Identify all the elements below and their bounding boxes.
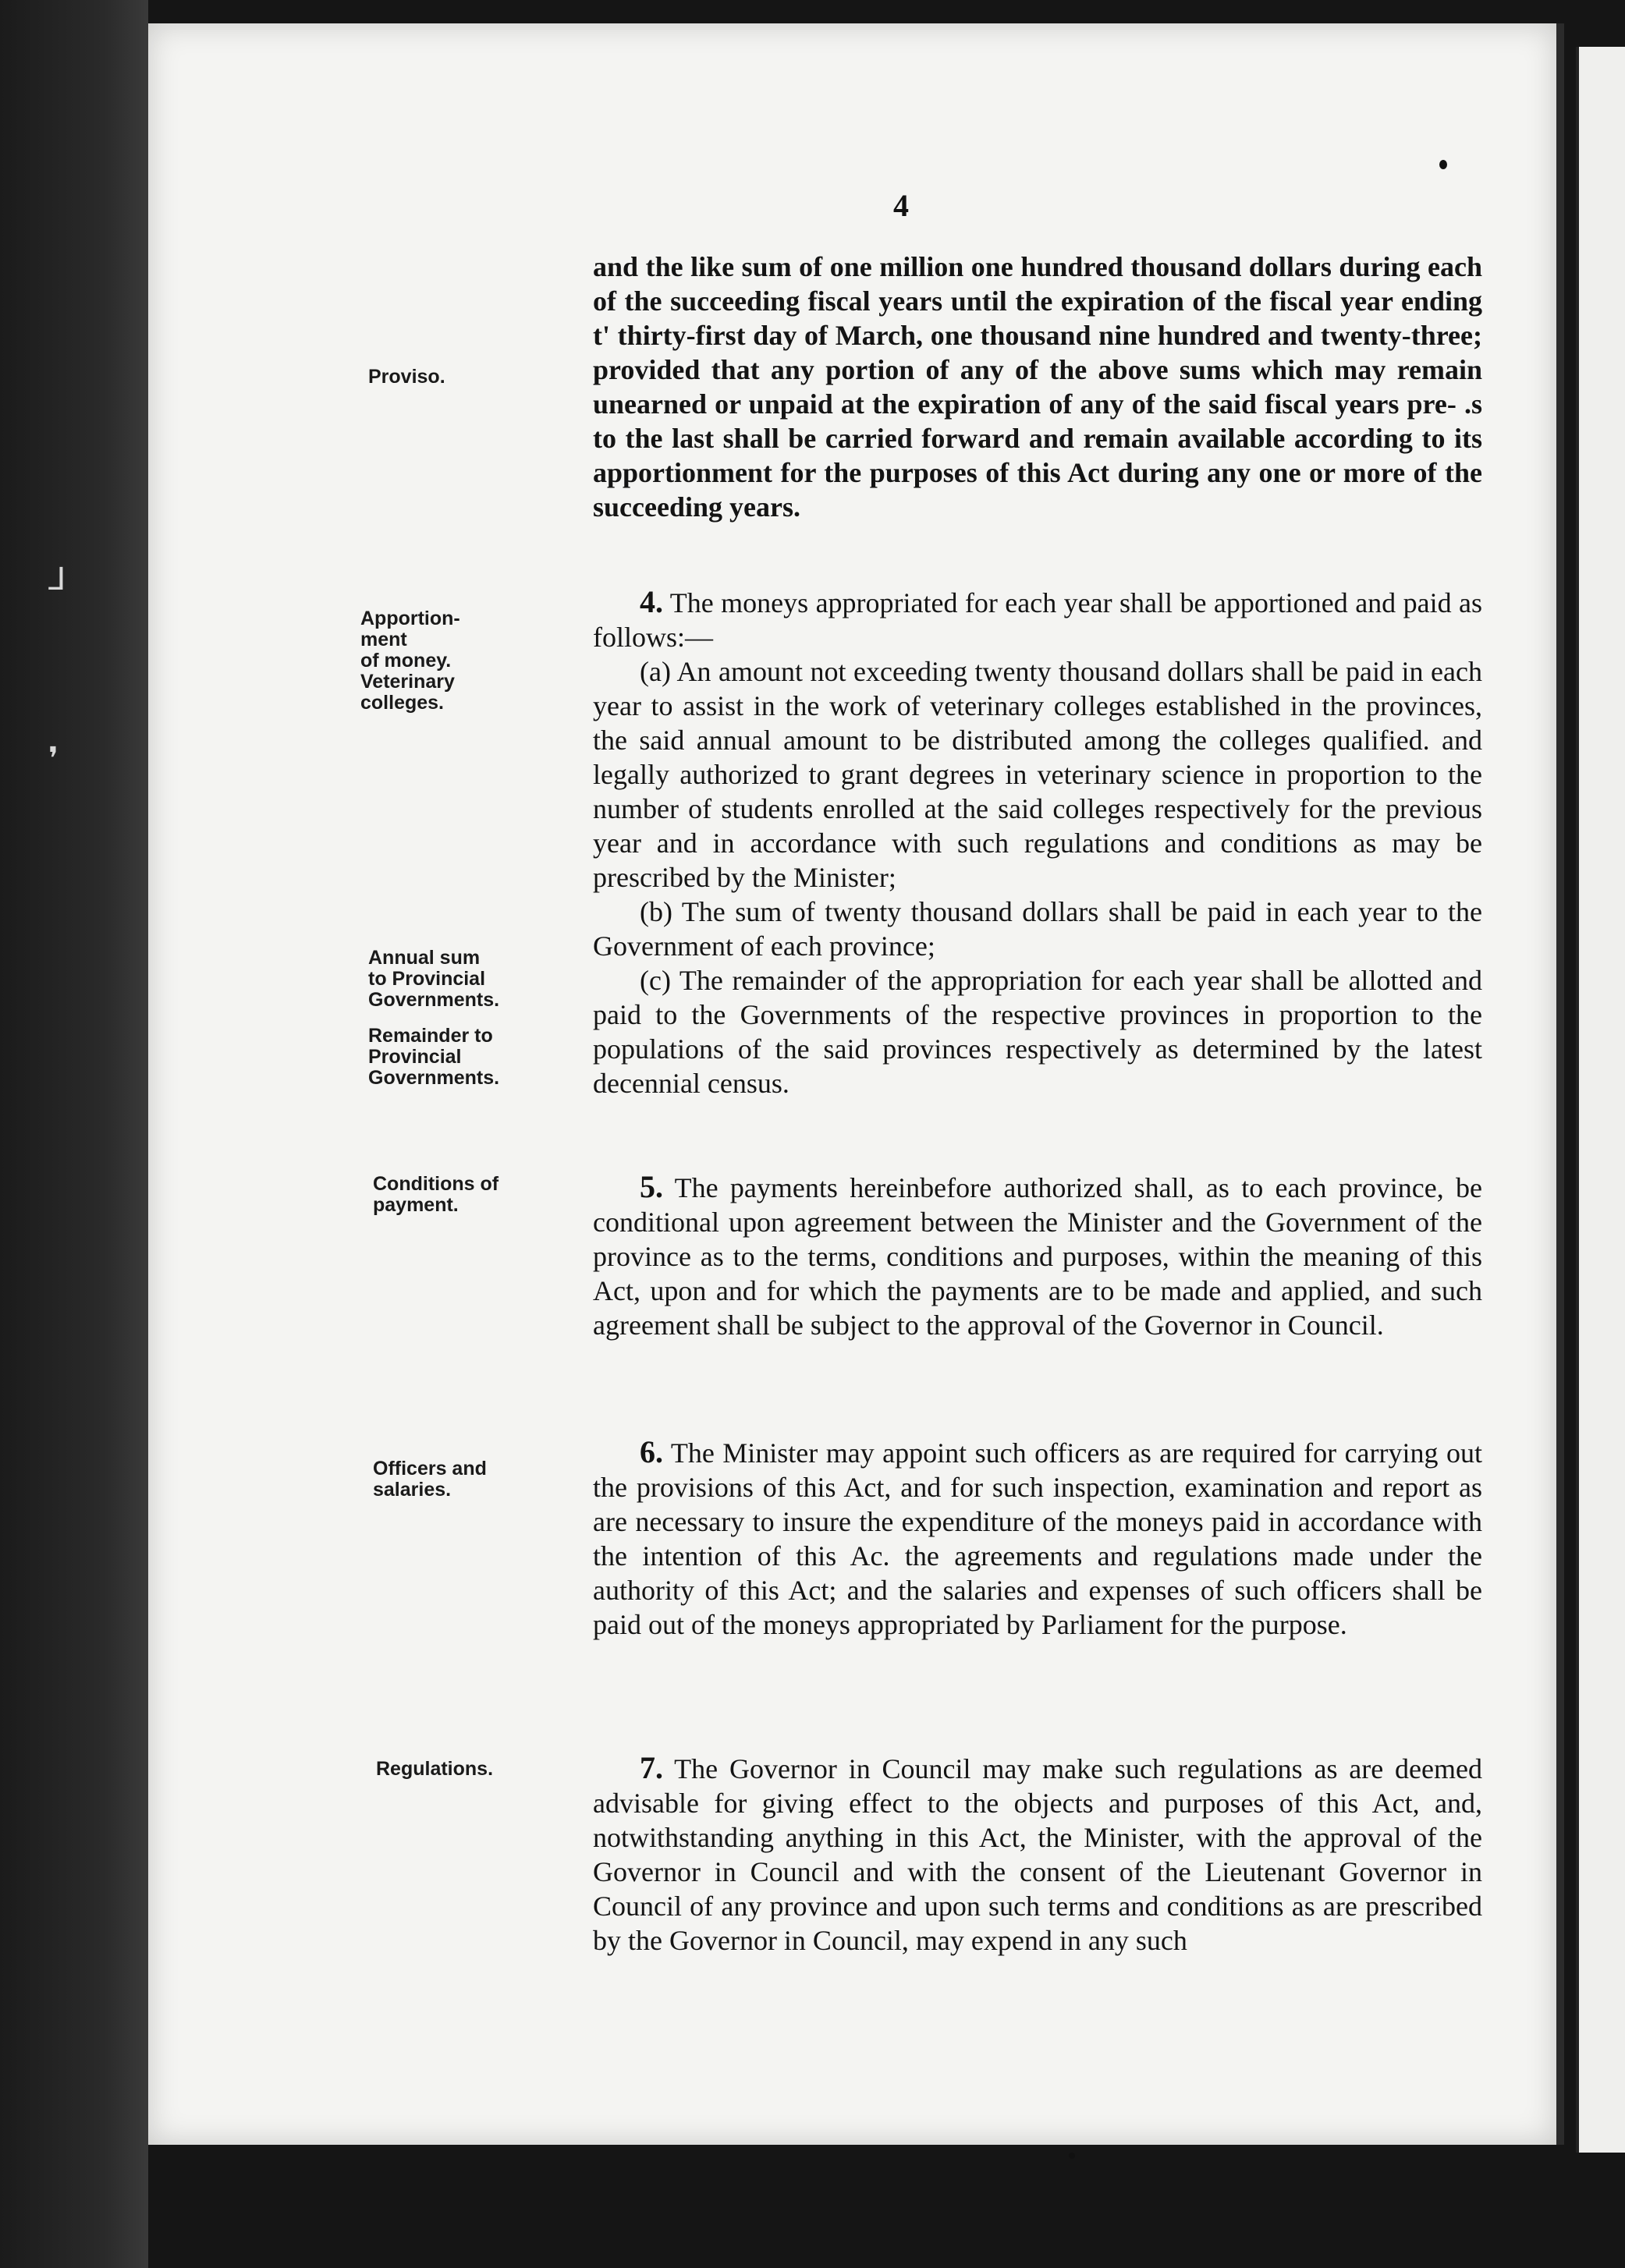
scan-artifact: ❜ [48, 741, 59, 777]
clause-b: (b) The sum of twenty thousand dollars shall be paid in each year to the Government of each province; [593, 896, 1482, 962]
section-7 [593, 1751, 1482, 1958]
section-text: The payments hereinbefore authorized shall, as to each province, be conditional upon agreement between the Minister and the Government of the province as to the terms, conditions and purposes, within the meaning of this Act, upon and for which the payments are to be made and applied, and such agreement shall be subject to the approval of the Governor in Council. [593, 1172, 1482, 1341]
section-text: The Minister may appoint such officers as are required for carrying out the provisions of this Act, and for such inspection, examination and report as are necessary to insure the expenditure of the moneys paid in accordance with the intention of this Ac. the agreements and regulations made under the authority of this Act; and the salaries and expenses of such officers shall be paid out of the moneys appropriated by Parliament for the purpose. [593, 1437, 1482, 1640]
section-5 [593, 1170, 1482, 1342]
section-4 [593, 585, 1482, 1100]
page-number: 4 [893, 188, 909, 223]
scan-speck [1439, 160, 1447, 169]
margin-note-regulations: Regulations. [376, 1758, 494, 1780]
margin-note-remainder: Remainder to Provincial Governments. [368, 1025, 500, 1089]
clause-a: (a) An amount not exceeding twenty thousand dollars shall be paid in each year to assist in the work of veterinary colleges established in the provinces, the said annual amount to be distributed among the colleges qualified. and legally authorized to grant degrees in veterinary science in proportion to the number of students enrolled at the said colleges respectively for the previous year and in accordance with such regulations and conditions as may be prescribed by the Minister; [593, 656, 1482, 893]
margin-note-conditions: Conditions of payment. [373, 1173, 499, 1216]
margin-note-annual-sum: Annual sum to Provincial Governments. [368, 947, 500, 1011]
section-7-text [593, 1751, 1482, 1958]
section-number: 4. [640, 584, 663, 619]
section-number: 7. [640, 1750, 663, 1785]
section-number: 5. [640, 1169, 663, 1204]
page-edge [1556, 23, 1564, 2145]
paragraph-text: and the like sum of one million one hundred thousand dollars during each of the succeeding fiscal years until the expiration of the fiscal year ending t' thirty-first day of March, one thousand nine hundred and twenty-three; provided that any portion of any of the above sums which may remain unearned or unpaid at the expiration of any of the said fiscal years pre- .s to the last shall be carried forward and remain available according to its apportionment for the purposes of this Act during any one or more of the succeeding years. [593, 251, 1482, 523]
continuation-paragraph [593, 250, 1482, 524]
section-number: 6. [640, 1434, 663, 1469]
section-4-intro [593, 585, 1482, 654]
adjacent-page [1576, 47, 1625, 2153]
section-text: The moneys appropriated for each year shall be apportioned and paid as follows:— [593, 587, 1482, 653]
section-6-text [593, 1435, 1482, 1642]
section-text: The Governor in Council may make such regulations as are deemed advisable for giving effect to the objects and purposes of this Act, and, notwithstanding anything in this Act, the Minister, with the approval of the Governor in Council and with the consent of the Lieutenant Governor in Council of any province and upon such terms and conditions as are prescribed by the Governor in Council, may expend in any such [593, 1753, 1482, 1956]
margin-note-proviso: Proviso. [368, 366, 445, 388]
margin-note-apportionment: Apportion- ment of money. Veterinary colleges. [360, 608, 460, 714]
scan-left-border [0, 0, 148, 2268]
clause-c: (c) The remainder of the appropriation for each year shall be allotted and paid to the Governments of the respective provinces in proportion to the populations of the said provinces respectively as determined by the latest decennial census. [593, 965, 1482, 1099]
scan-artifact: ⅃ [48, 562, 66, 597]
section-5-text [593, 1170, 1482, 1342]
section-6 [593, 1435, 1482, 1642]
margin-note-officers: Officers and salaries. [373, 1458, 487, 1501]
scan-speck [1069, 2153, 1075, 2159]
